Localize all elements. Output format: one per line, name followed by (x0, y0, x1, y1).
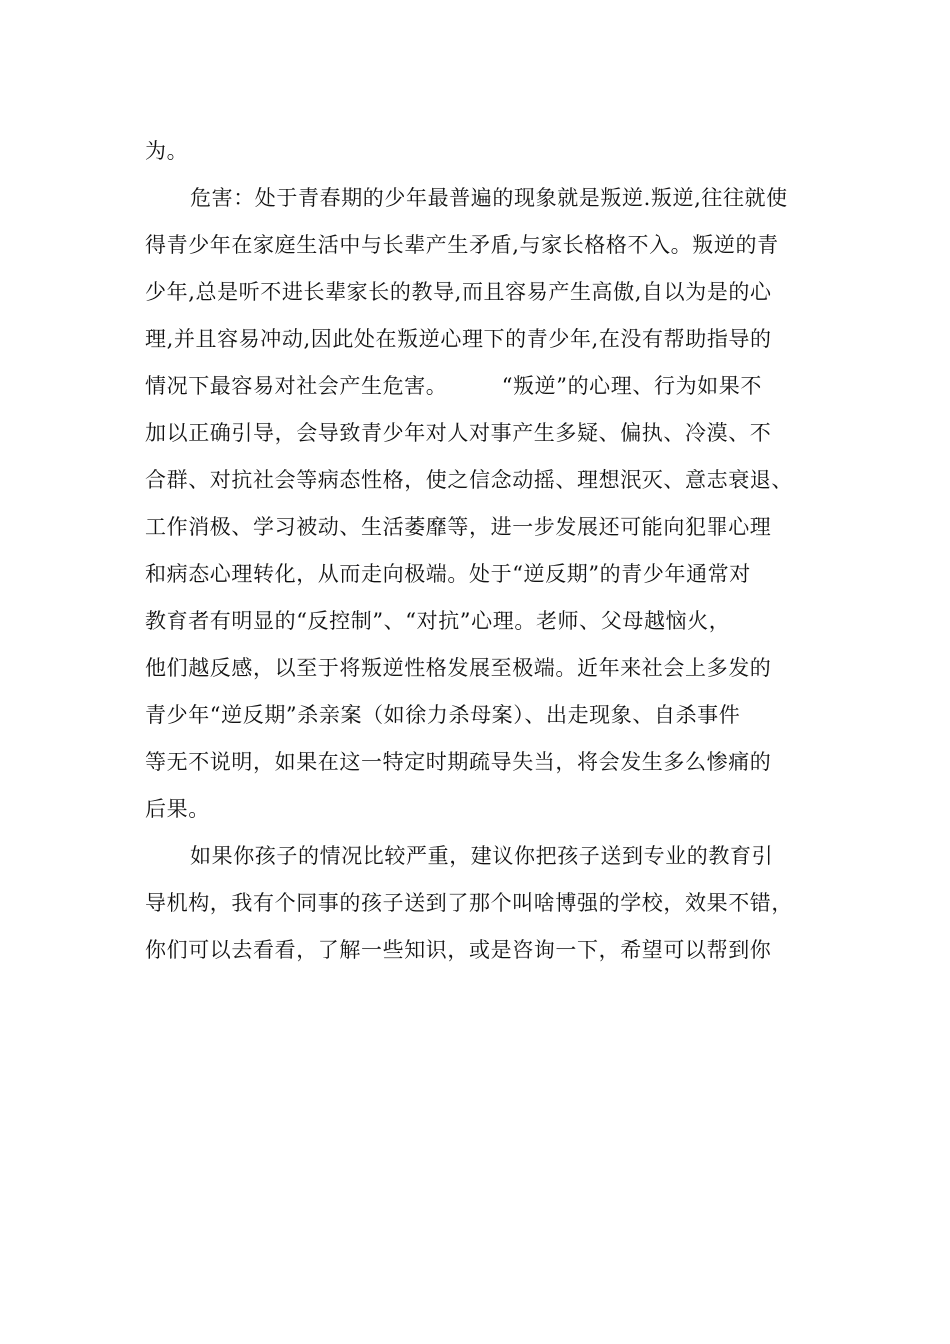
text-line: 和病态心理转化，从而走向极端。处于“逆反期”的青少年通常对 (145, 562, 751, 586)
paragraph-start-line: 如果你孩子的情况比较严重，建议你把孩子送到专业的教育引 (190, 844, 774, 868)
text-line: 导机构，我有个同事的孩子送到了那个叫啥博强的学校，效果不错， (145, 891, 793, 915)
text-line: 他们越反感，以至于将叛逆性格发展至极端。近年来社会上多发的 (145, 656, 772, 680)
text-line: 理,并且容易冲动,因此处在叛逆心理下的青少年,在没有帮助指导的 (145, 327, 772, 351)
text-line: 后果。 (145, 797, 210, 821)
text-line: 情况下最容易对社会产生危害。 “叛逆”的心理、行为如果不 (145, 374, 762, 398)
text-line: 工作消极、学习被动、生活萎靡等，进一步发展还可能向犯罪心理 (145, 515, 772, 539)
text-line: 青少年“逆反期”杀亲案（如徐力杀母案）、出走现象、自杀事件 (145, 703, 741, 727)
text-line: 等无不说明，如果在这一特定时期疏导失当，将会发生多么惨痛的 (145, 750, 772, 774)
text-line: 得青少年在家庭生活中与长辈产生矛盾,与家长格格不入。叛逆的青 (145, 233, 779, 257)
paragraph-start-line: 危害：处于青春期的少年最普遍的现象就是叛逆.叛逆,往往就使 (190, 186, 788, 210)
text-line: 为。 (145, 139, 189, 163)
body-text (145, 128, 825, 974)
text-line: 你们可以去看看，了解一些知识，或是咨询一下，希望可以帮到你 (145, 938, 772, 962)
text-line: 少年,总是听不进长辈家长的教导,而且容易产生高傲,自以为是的心 (145, 280, 772, 304)
text-line: 加以正确引导，会导致青少年对人对事产生多疑、偏执、冷漠、不 (145, 421, 772, 445)
text-line: 教育者有明显的“反控制”、“对抗”心理。老师、父母越恼火， (145, 609, 731, 633)
text-line: 合群、对抗社会等病态性格，使之信念动摇、理想泯灭、意志衰退、 (145, 468, 793, 492)
